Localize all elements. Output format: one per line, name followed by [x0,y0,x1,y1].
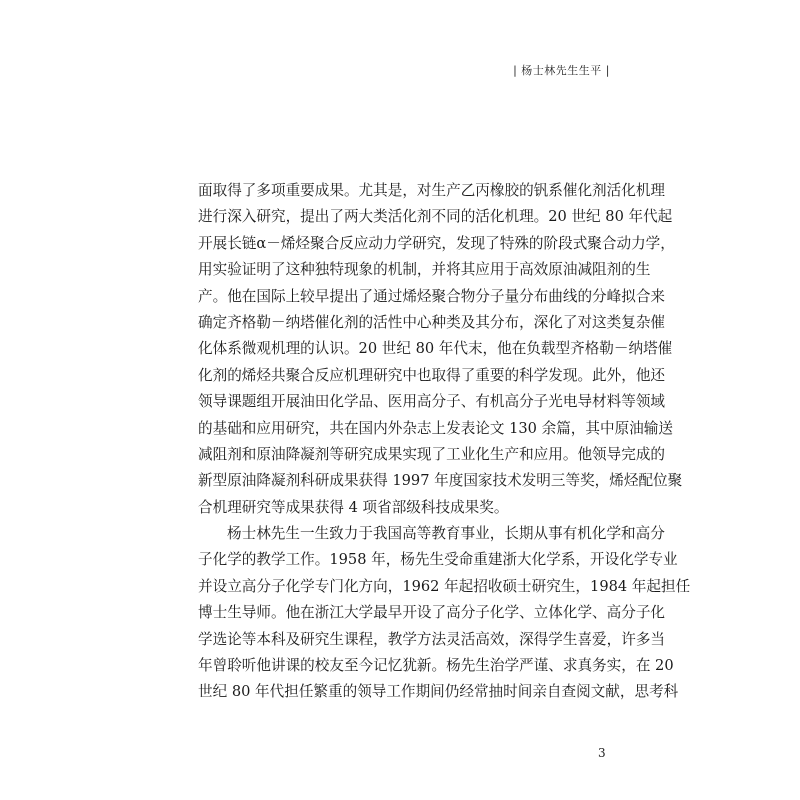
text-line: 开展长链α－烯烃聚合反应动力学研究，发现了特殊的阶段式聚合动力学， [198,234,675,252]
text-line: 面取得了多项重要成果。尤其是，对生产乙丙橡胶的钒系催化剂活化机理 [198,182,666,199]
text-line: 用实验证明了这种独特现象的机制，并将其应用于高效原油减阻剂的生 [198,261,651,279]
text-line: 子化学的教学工作。1958 年，杨先生受命重建浙大化学系，开设化学专业 [198,551,678,569]
text-line: 学选论等本科及研究生课程，教学方法灵活高效，深得学生喜爱，许多当 [198,630,666,648]
text-line: 进行深入研究，提出了两大类活化剂不同的活化机理。20 世纪 80 年代起 [198,208,673,226]
text-line: 并设立高分子化学专门化方向，1962 年起招收硕士研究生，1984 年起担任 [198,577,691,595]
text-line: 世纪 80 年代担任繁重的领导工作期间仍经常抽时间亲自查阅文献，思考科 [198,683,679,701]
text-line: 确定齐格勒－纳塔催化剂的活性中心种类及其分布，深化了对这类复杂催 [198,313,666,331]
text-line: 年曾聆听他讲课的校友至今记忆犹新。杨先生治学严谨、求真务实，在 20 [198,657,674,675]
text-line: 合机理研究等成果获得 4 项省部级科技成果奖。 [198,498,509,516]
body-text [198,178,691,706]
text-line: 杨士林先生一生致力于我国高等教育事业，长期从事有机化学和高分 [227,525,665,543]
text-line: 领导课题组开展油田化学品、医用高分子、有机高分子光电导材料等领域 [198,393,666,411]
text-line: 新型原油降凝剂科研成果获得 1997 年度国家技术发明三等奖，烯烃配位聚 [198,472,683,490]
text-line: 产。他在国际上较早提出了通过烯烃聚合物分子量分布曲线的分峰拟合来 [198,287,666,305]
text-line: 减阻剂和原油降凝剂等研究成果实现了工业化生产和应用。他领导完成的 [198,445,666,463]
text-line: 化剂的烯烃共聚合反应机理研究中也取得了重要的科学发现。此外，他还 [198,366,666,384]
text-line: 博士生导师。他在浙江大学最早开设了高分子化学、立体化学、高分子化 [198,604,666,622]
text-line: 化体系微观机理的认识。20 世纪 80 年代末，他在负载型齐格勒－纳塔催 [198,340,673,358]
page-number: 3 [598,746,606,760]
text-line: 的基础和应用研究，共在国内外杂志上发表论文 130 余篇，其中原油输送 [198,419,673,437]
running-header: | 杨士林先生生平 | [513,64,610,77]
